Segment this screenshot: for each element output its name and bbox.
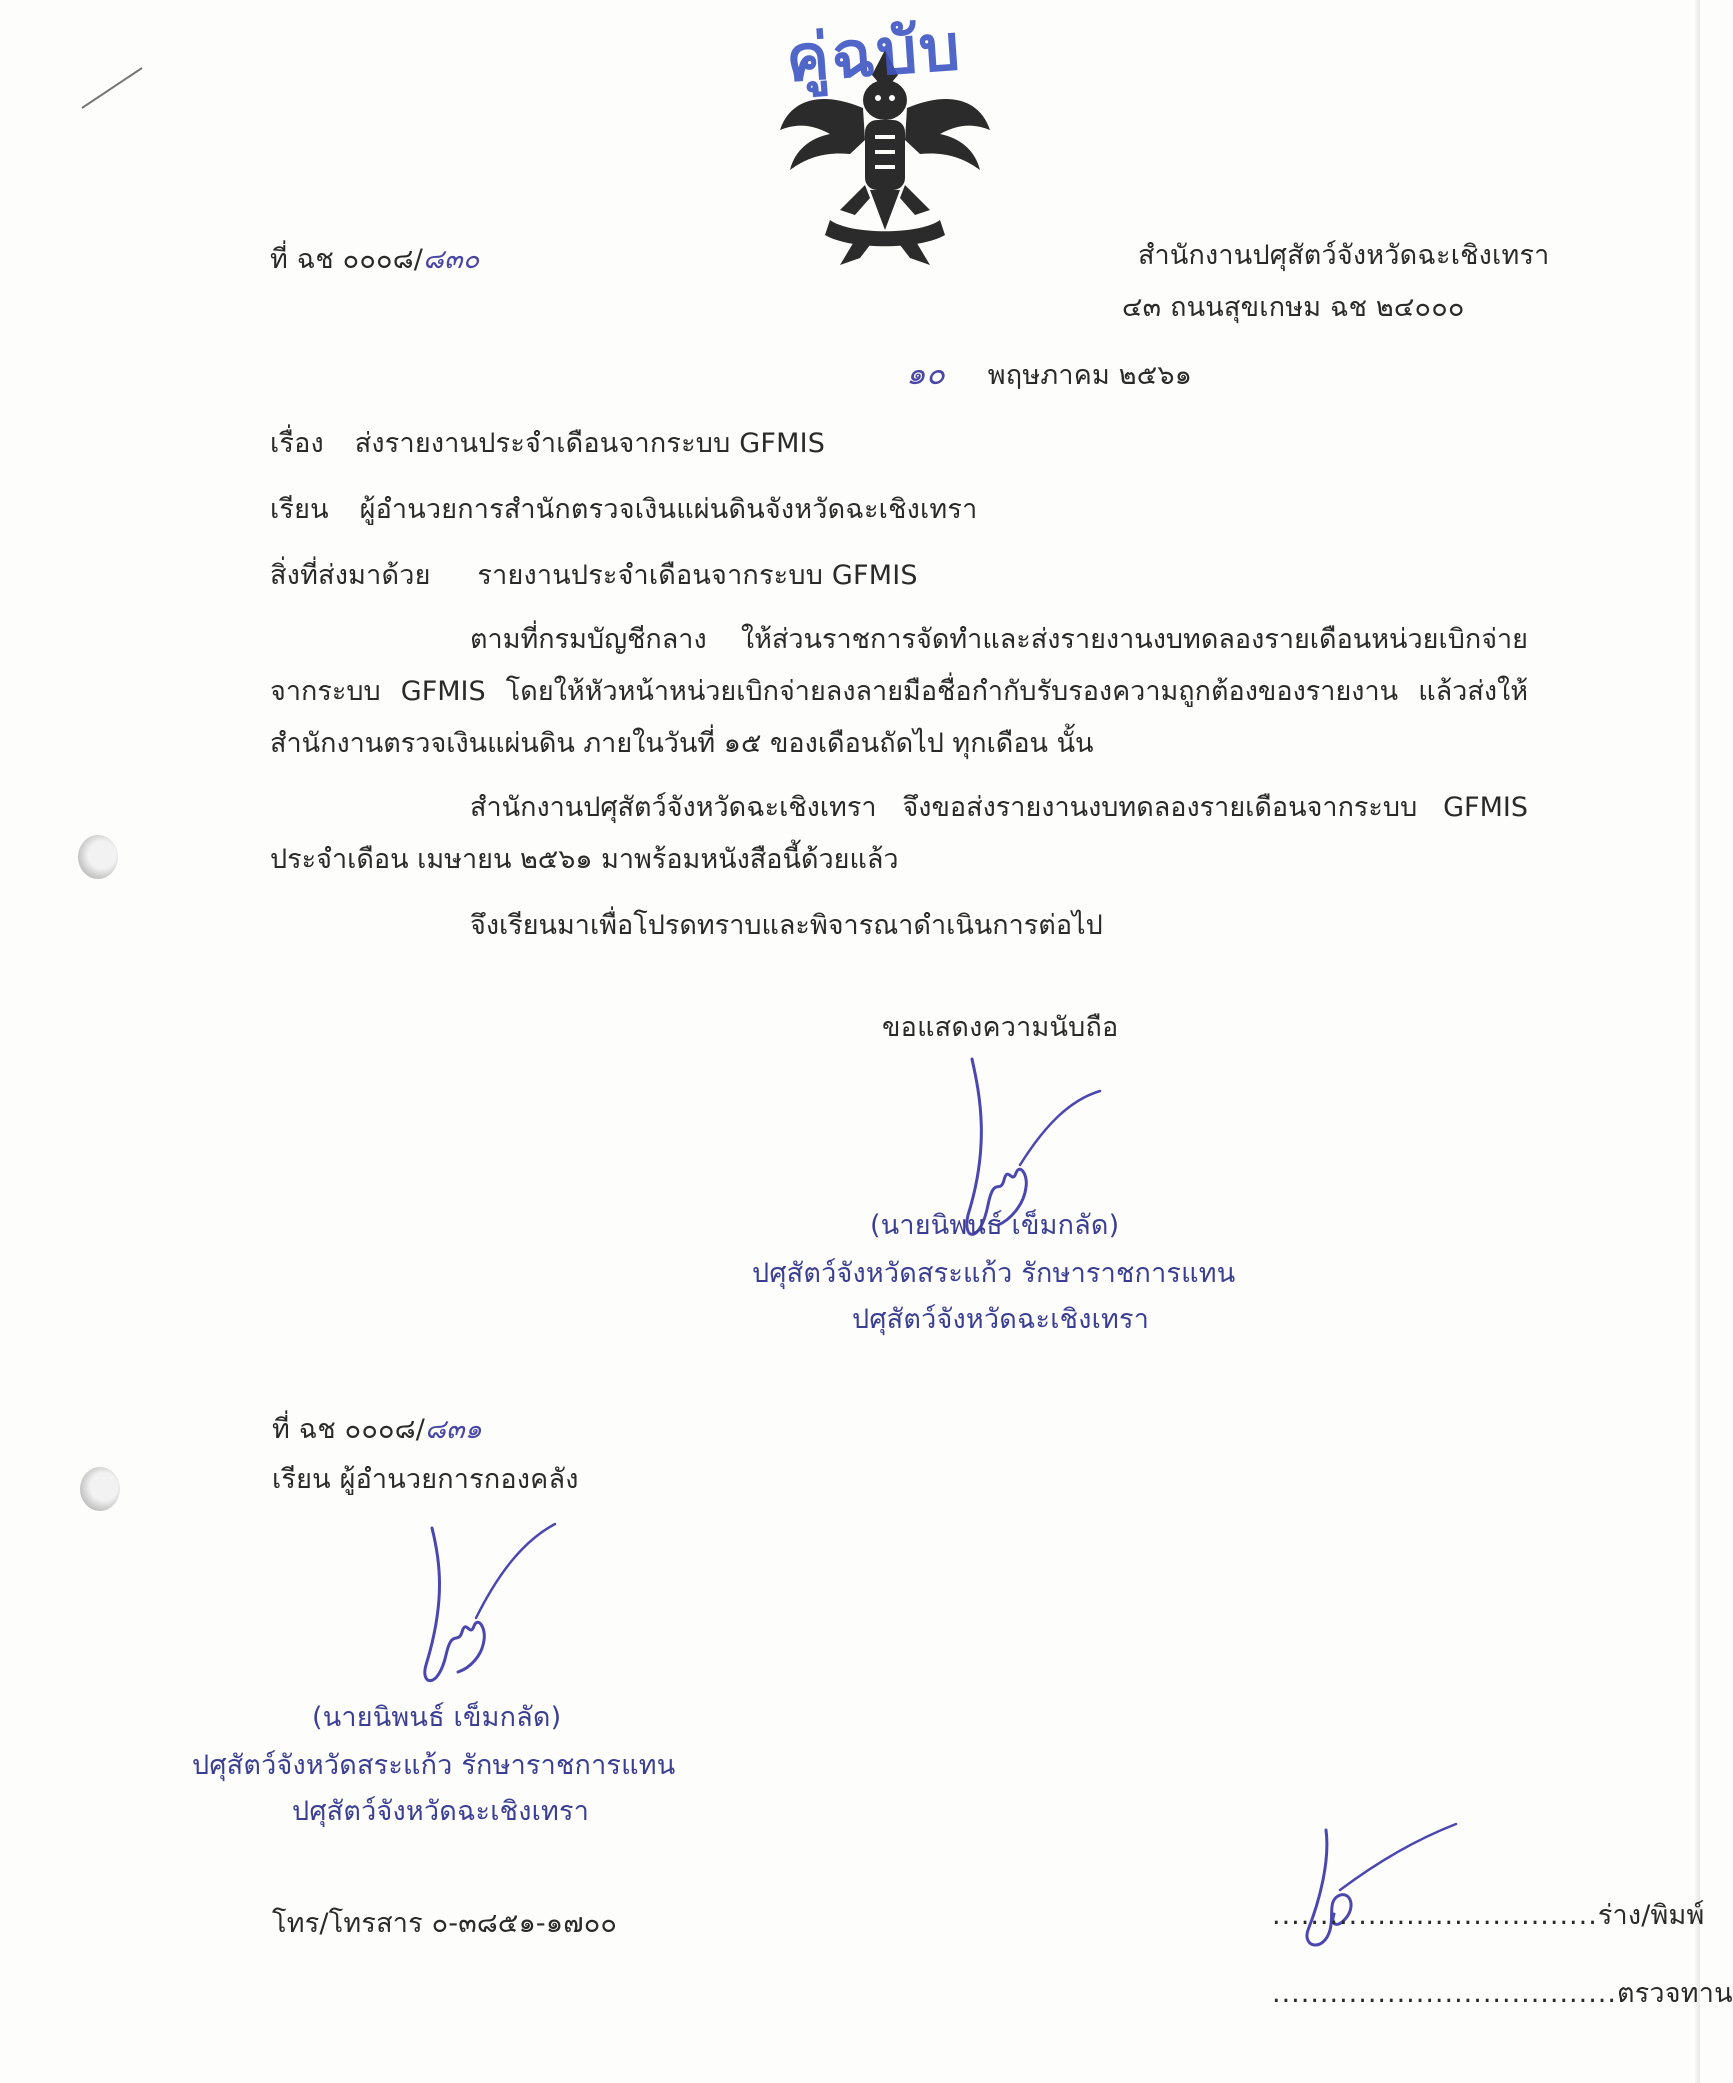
forward-to: เรียน ผู้อำนวยการกองคลัง: [272, 1464, 579, 1495]
signer2-position-2: ปศุสัตว์จังหวัดฉะเชิงเทรา: [292, 1796, 590, 1827]
forward-number-prefix: ที่ ฉช ๐๐๐๘/: [272, 1414, 426, 1445]
letter-date: [906, 356, 1192, 394]
footer-checked-label: ตรวจทาน: [1616, 1978, 1733, 2009]
signer-name: (นายนิพนธ์ เข็มกลัด): [870, 1210, 1120, 1241]
subject-label: เรื่อง: [270, 428, 324, 459]
sender-office: สำนักงานปศุสัตว์จังหวัดฉะเชิงเทรา: [1138, 240, 1550, 271]
right-edge-shadow: [1694, 0, 1700, 2083]
phone-fax: โทร/โทรสาร ๐-๓๘๕๑-๑๗๐๐: [272, 1908, 618, 1939]
to-text: ผู้อำนวยการสำนักตรวจเงินแผ่นดินจังหวัดฉะเชิงเทรา: [359, 494, 978, 525]
forward-number: [272, 1412, 482, 1448]
footer-drafted-label: ร่าง/พิมพ์: [1597, 1900, 1705, 1931]
punch-hole-top: [78, 835, 118, 879]
enclosure-line: [270, 558, 918, 594]
date-day: ๑๐: [906, 356, 945, 392]
signer-position-2: ปศุสัตว์จังหวัดฉะเชิงเทรา: [852, 1304, 1150, 1335]
closing: ขอแสดงความนับถือ: [882, 1012, 1119, 1043]
enclosure-label: สิ่งที่ส่งมาด้วย: [270, 560, 431, 591]
signer2-name: (นายนิพนธ์ เข็มกลัด): [312, 1702, 562, 1733]
enclosure-text: รายงานประจำเดือนจากระบบ GFMIS: [477, 560, 918, 591]
pen-mark: [78, 62, 148, 112]
subject-text: ส่งรายงานประจำเดือนจากระบบ GFMIS: [354, 428, 826, 459]
doc-number-handwritten: ๘๓๐: [423, 244, 480, 275]
doc-number: [270, 242, 479, 278]
signer-position-1: ปศุสัตว์จังหวัดสระแก้ว รักษาราชการแทน: [752, 1258, 1236, 1289]
body-paragraph-2: สำนักงานปศุสัตว์จังหวัดฉะเชิงเทรา จึงขอส่งรายงานงบทดลองรายเดือนจากระบบ GFMIS ประจำเดือน เมษายน ๒๕๖๑ มาพร้อมหนังสือนี้ด้วยแล้ว: [270, 792, 1528, 875]
date-month-year: พฤษภาคม ๒๕๖๑: [987, 360, 1193, 391]
footer-checked-dots: ....................................: [1272, 1978, 1617, 2009]
footer-drafted: [1272, 1898, 1705, 1934]
footer-drafted-dots: ..................................: [1272, 1900, 1598, 1931]
sender-address: ๔๓ ถนนสุขเกษม ฉช ๒๔๐๐๐: [1122, 292, 1465, 323]
to-line: [270, 492, 977, 528]
signer2-position-1: ปศุสัตว์จังหวัดสระแก้ว รักษาราชการแทน: [192, 1750, 676, 1781]
punch-hole-bottom: [80, 1467, 120, 1511]
copy-stamp: คู่ฉบับ: [783, 10, 965, 98]
body-paragraph-3: จึงเรียนมาเพื่อโปรดทราบและพิจารณาดำเนินการต่อไป: [470, 910, 1103, 941]
footer-checked: [1272, 1976, 1733, 2012]
subject-line: [270, 426, 825, 462]
to-label: เรียน: [270, 494, 329, 525]
signature: [410, 1500, 570, 1700]
forward-number-handwritten: ๘๓๑: [425, 1414, 483, 1445]
initials: [1290, 1810, 1470, 1960]
body-paragraph-1: ตามที่กรมบัญชีกลาง ให้ส่วนราชการจัดทำและส่งรายงานงบทดลองรายเดือนหน่วยเบิกจ่ายจากระบบ GFMIS โดยให้หัวหน้าหน่วยเบิกจ่ายลงลายมือชื่อกำกับรับรองความถูกต้องของรายงาน แล้วส่งให้สำนักงานตรวจเงินแผ่นดิน ภายในวันที่ ๑๕ ของเดือนถัดไป ทุกเดือน นั้น: [270, 624, 1528, 759]
doc-number-prefix: ที่ ฉช ๐๐๐๘/: [270, 244, 424, 275]
